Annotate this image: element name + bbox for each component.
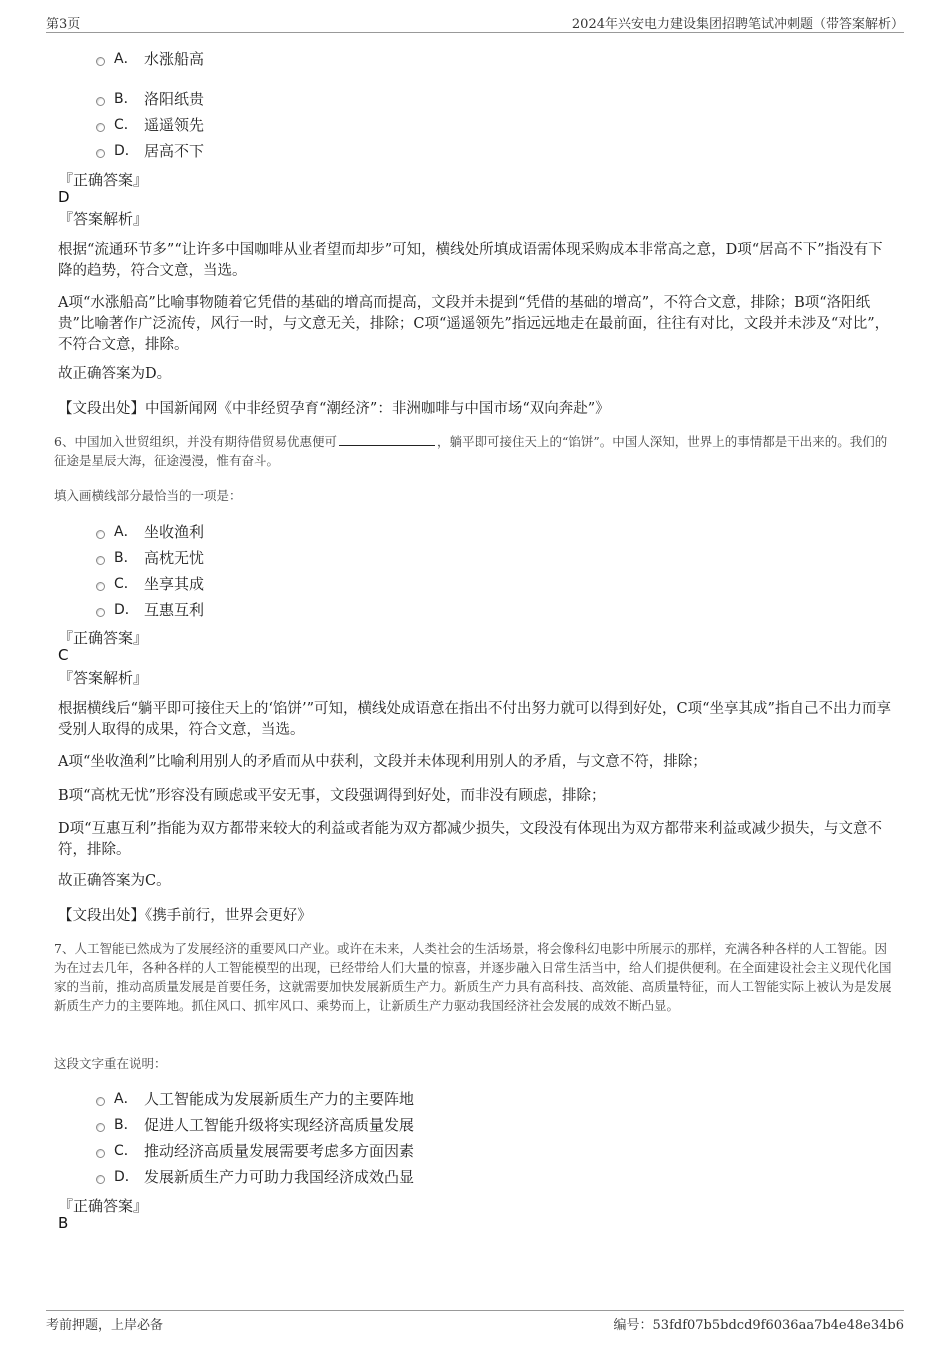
footer-divider [46,1310,904,1311]
q6-option-d[interactable]: D． 互惠互利 [96,599,204,619]
q5-conclusion: 故正确答案为D。 [58,366,172,382]
radio-icon[interactable] [96,123,105,132]
q5-option-a[interactable]: A． 水涨船高 [96,48,204,68]
q6-instruction: 填入画横线部分最恰当的一项是： [54,488,242,503]
document-code: 编号：53fdf07b5bdcd9f6036aa7b4e48e34b6 [613,1318,904,1333]
q5-analysis-label: 『答案解析』 [58,210,149,228]
q6-analysis-paragraph: B项“高枕无忧”形容没有顾虑或平安无事，文段强调得到好处，而非没有顾虑，排除； [58,788,606,804]
radio-icon[interactable] [96,97,105,106]
q5-analysis-paragraph: A项“水涨船高”比喻事物随着它凭借的基础的增高而提高，文段并未提到“凭借的基础的增高”，不符合文意，排除；B项“洛阳纸贵”比喻著作广泛流传，风行一时，与文意无关，排除；C项“遥遥领先”指远远地走在最前面，往往有对比，文段并未涉及“对比”，不符合文意，排除。 [58,295,890,353]
radio-icon[interactable] [96,608,105,617]
q5-option-b[interactable]: B． 洛阳纸贵 [96,88,204,108]
q7-option-d[interactable]: D． 发展新质生产力可助力我国经济成效凸显 [96,1166,414,1186]
radio-icon[interactable] [96,1149,105,1158]
radio-icon[interactable] [96,57,105,66]
q6-analysis-paragraph: D项“互惠互利”指能为双方都带来较大的利益或者能为双方都减少损失，文段没有体现出为双方都带来利益或减少损失，与文意不符，排除。 [58,821,882,858]
q7-option-a[interactable]: A． 人工智能成为发展新质生产力的主要阵地 [96,1088,414,1108]
page-number: 第3页 [46,17,81,32]
radio-icon[interactable] [96,1097,105,1106]
radio-icon[interactable] [96,556,105,565]
q6-conclusion: 故正确答案为C。 [58,873,171,889]
q5-answer-label: 『正确答案』 [58,171,149,189]
q6-answer: C [58,646,69,664]
q5-analysis-paragraph: 根据“流通环节多”“让许多中国咖啡从业者望而却步”可知，横线处所填成语需体现采购成本非常高之意，D项“居高不下”指没有下降的趋势，符合文意，当选。 [58,242,883,279]
q6-option-c[interactable]: C． 坐享其成 [96,573,204,593]
q7-answer-label: 『正确答案』 [58,1197,149,1215]
header-divider [46,32,904,33]
q5-option-d[interactable]: D． 居高不下 [96,140,204,160]
q5-answer: D [58,188,70,206]
radio-icon[interactable] [96,1123,105,1132]
q5-option-c[interactable]: C． 遥遥领先 [96,114,204,134]
radio-icon[interactable] [96,582,105,591]
footer-slogan: 考前押题，上岸必备 [46,1318,164,1333]
q6-analysis-paragraph: 根据横线后“躺平即可接住天上的‘馅饼’”可知，横线处成语意在指出不付出努力就可以得到好处，C项“坐享其成”指自己不出力而享受别人取得的成果，符合文意，当选。 [58,701,891,738]
q7-option-c[interactable]: C． 推动经济高质量发展需要考虑多方面因素 [96,1140,414,1160]
q6-analysis-label: 『答案解析』 [58,669,149,687]
q7-instruction: 这段文字重在说明： [54,1056,167,1071]
radio-icon[interactable] [96,149,105,158]
q7-option-b[interactable]: B． 促进人工智能升级将实现经济高质量发展 [96,1114,414,1134]
q6-analysis-paragraph: A项“坐收渔利”比喻利用别人的矛盾而从中获利，文段并未体现利用别人的矛盾，与文意不符，排除； [58,754,707,770]
document-title: 2024年兴安电力建设集团招聘笔试冲刺题（带答案解析） [571,17,904,32]
answer-blank [339,433,435,446]
q7-answer: B [58,1214,69,1232]
q6-stem: 6、中国加入世贸组织，并没有期待借贸易优惠便可 ，躺平即可接住天上的“馅饼”。中国人深知，世界上的事情都是干出来的。我们的征途是星辰大海，征途漫漫，惟有奋斗。 [54,434,888,468]
q7-stem: 7、人工智能已然成为了发展经济的重要风口产业。或许在未来，人类社会的生活场景，将会像科幻电影中所展示的那样，充满各种各样的人工智能。因为在过去几年，各种各样的人工智能模型的出现，已经带给人们大量的惊喜，并逐步融入日常生活当中，给人们提供便利。在全面建设社会主义现代化国家的当前，推动高质量发展是首要任务，这就需要加快发展新质生产力。新质生产力具有高科技、高效能、高质量特征，而人工智能实际上被认为是发展新质生产力的主要阵地。抓住风口、抓牢风口、乘势而上，让新质生产力驱动我国经济社会发展的成效不断凸显。 [54,941,892,1013]
q6-answer-label: 『正确答案』 [58,629,149,647]
q6-option-b[interactable]: B． 高枕无忧 [96,547,204,567]
q5-source: 【文段出处】中国新闻网《中非经贸孕育“潮经济”：非洲咖啡与中国市场“双向奔赴”》 [58,401,610,417]
radio-icon[interactable] [96,1175,105,1184]
q6-option-a[interactable]: A． 坐收渔利 [96,521,204,541]
q6-source: 【文段出处】《携手前行，世界会更好》 [58,908,312,924]
radio-icon[interactable] [96,530,105,539]
